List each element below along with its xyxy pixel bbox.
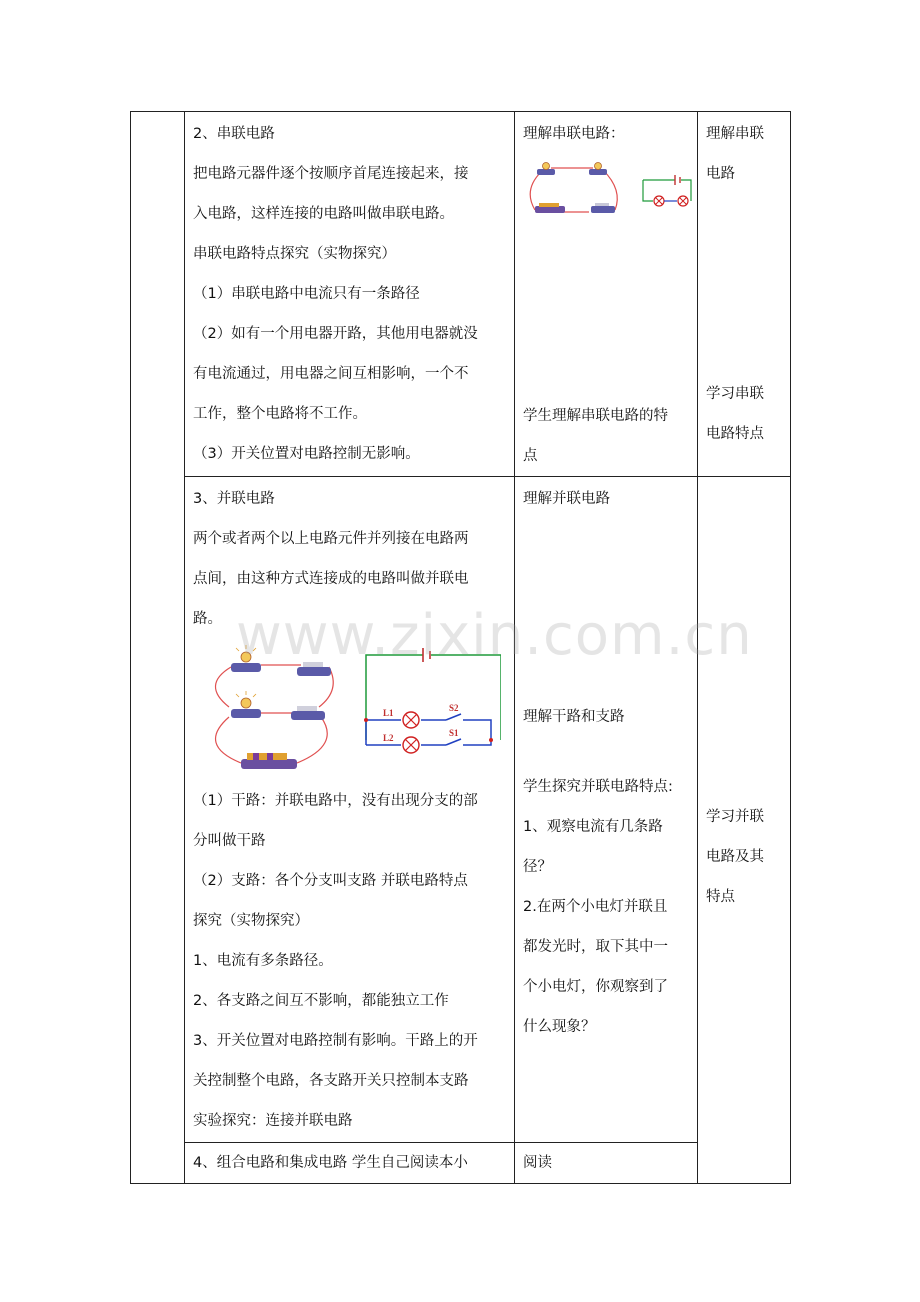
series-text-line: 串联电路特点探究（实物探究） xyxy=(193,246,396,262)
series-heading: 2、串联电路 xyxy=(193,126,275,142)
parallel-circuit-figure xyxy=(201,645,501,775)
series-text-line: 工作，整个电路将不工作。 xyxy=(193,406,367,422)
series-text-line: （2）如有一个用电器开路，其他用电器就没 xyxy=(193,326,478,342)
combined-student-text: 阅读 xyxy=(523,1155,552,1171)
parallel-text-line: 2、各支路之间互不影响，都能独立工作 xyxy=(193,993,449,1009)
combined-circuit-row xyxy=(131,1143,791,1184)
parallel-content-cell xyxy=(185,477,515,1143)
series-physical-illustration xyxy=(530,163,617,214)
parallel-text-line: 探究（实物探究） xyxy=(193,913,309,929)
parallel-text-line: 点间，由这种方式连接成的电路叫做并联电 xyxy=(193,571,469,587)
parallel-student-text: 都发光时，取下其中一 xyxy=(523,939,668,955)
series-student-cell xyxy=(515,112,698,477)
series-purpose-text: 理解串联 xyxy=(706,126,764,142)
parallel-purpose-text: 电路及其 xyxy=(706,849,764,865)
series-student-label: 理解串联电路： xyxy=(523,126,625,142)
parallel-student-text: 2.在两个小电灯并联且 xyxy=(523,899,668,915)
parallel-text-line: 实验探究：连接并联电路 xyxy=(193,1113,353,1129)
series-text-line: 入电路，这样连接的电路叫做串联电路。 xyxy=(193,206,454,222)
combined-text: 4、组合电路和集成电路 学生自己阅读本小 xyxy=(193,1155,468,1171)
combined-content-cell xyxy=(185,1143,515,1184)
parallel-text-line: 分叫做干路 xyxy=(193,833,266,849)
lamp2-label: L2 xyxy=(383,733,394,743)
series-purpose-cell xyxy=(698,112,791,477)
parallel-text-line: （1）干路：并联电路中，没有出现分支的部 xyxy=(193,793,478,809)
parallel-purpose-text: 学习并联 xyxy=(706,809,764,825)
series-text-line: （3）开关位置对电路控制无影响。 xyxy=(193,446,420,462)
parallel-purpose-cell xyxy=(698,477,791,1184)
parallel-text-line: 1、电流有多条路径。 xyxy=(193,953,333,969)
parallel-text-line: 路。 xyxy=(193,611,222,627)
switch1-label: S1 xyxy=(449,728,459,738)
parallel-student-label: 理解并联电路 xyxy=(523,491,610,507)
switch2-label: S2 xyxy=(449,703,459,713)
series-schematic xyxy=(643,175,691,206)
trunk-branch-text: 理解干路和支路 xyxy=(523,709,625,725)
parallel-text-line: （2）支路：各个分支叫支路 并联电路特点 xyxy=(193,873,468,889)
series-circuit-figure xyxy=(523,160,698,222)
series-content-cell xyxy=(185,112,515,477)
series-purpose-text: 电路特点 xyxy=(706,426,764,442)
parallel-student-text: 个小电灯，你观察到了 xyxy=(523,979,668,995)
series-circuit-row xyxy=(131,112,791,477)
series-student-text: 点 xyxy=(523,448,538,464)
series-student-text: 学生理解串联电路的特 xyxy=(523,408,668,424)
series-text-line: （1）串联电路中电流只有一条路径 xyxy=(193,286,420,302)
watermark: www.zixin.com.cn xyxy=(236,603,753,668)
parallel-student-text: 什么现象？ xyxy=(523,1019,596,1035)
parallel-text-line: 两个或者两个以上电路元件并列接在电路两 xyxy=(193,531,469,547)
series-text-line: 有电流通过，用电器之间互相影响，一个不 xyxy=(193,366,469,382)
parallel-schematic xyxy=(364,648,501,753)
parallel-student-text: 1、观察电流有几条路 xyxy=(523,819,663,835)
parallel-student-cell xyxy=(515,477,698,1143)
lamp1-label: L1 xyxy=(383,708,394,718)
lesson-plan-table xyxy=(130,111,791,1184)
series-purpose-text: 学习串联 xyxy=(706,386,764,402)
series-purpose-text: 电路 xyxy=(706,166,735,182)
series-text-line: 把电路元器件逐个按顺序首尾连接起来，接 xyxy=(193,166,469,182)
parallel-student-text: 径？ xyxy=(523,859,552,875)
parallel-student-text: 学生探究并联电路特点: xyxy=(523,779,673,795)
blank-first-column xyxy=(131,112,185,1184)
parallel-purpose-text: 特点 xyxy=(706,889,735,905)
parallel-text-line: 3、开关位置对电路控制有影响。干路上的开 xyxy=(193,1033,478,1049)
parallel-physical-illustration xyxy=(215,645,333,769)
parallel-text-line: 关控制整个电路，各支路开关只控制本支路 xyxy=(193,1073,469,1089)
combined-student-cell xyxy=(515,1143,698,1184)
parallel-circuit-row xyxy=(131,477,791,1143)
parallel-heading: 3、并联电路 xyxy=(193,491,275,507)
